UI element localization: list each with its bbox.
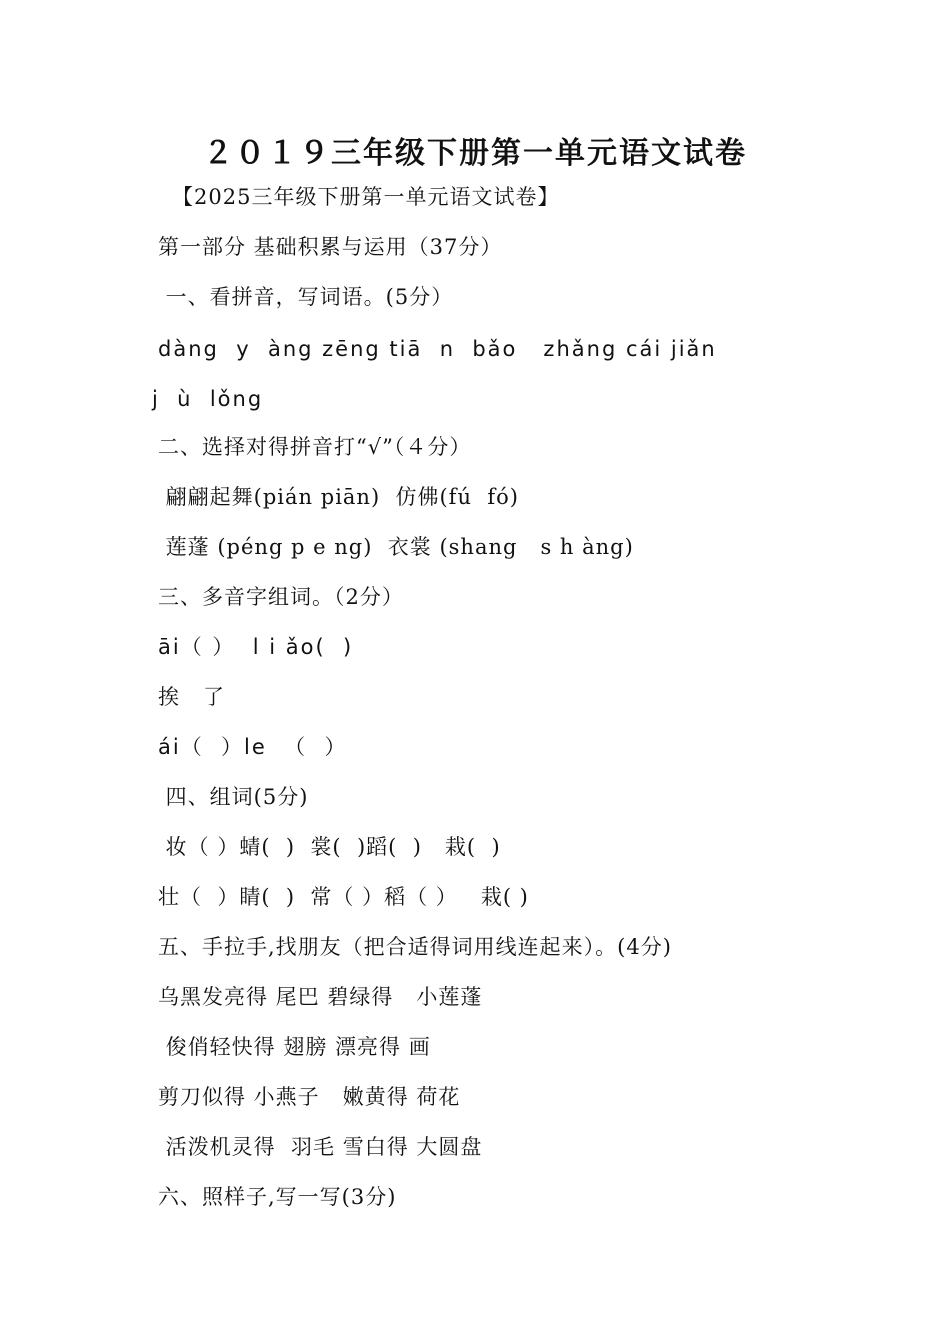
question-five-line-4: 活泼机灵得 羽毛 雪白得 大圆盘 xyxy=(158,1135,483,1159)
pinyin-line-2: j ù lǒng xyxy=(152,387,264,411)
question-two-heading: 二、选择对得拼音打“√”（４分） xyxy=(158,435,472,459)
question-three-line-3: ái（ ）le （ ） xyxy=(158,735,348,759)
question-four-line-1: 妆（ ）蜻( ) 裳( )蹈( ) 栽( ) xyxy=(158,835,501,859)
question-five-line-2: 俊俏轻快得 翅膀 漂亮得 画 xyxy=(158,1035,431,1059)
question-four-line-2: 壮（ ）睛( ) 常（ ）稻（ ） 栽( ) xyxy=(158,885,529,909)
question-six-heading: 六、照样子,写一写(3分) xyxy=(158,1185,397,1209)
question-five-line-3: 剪刀似得 小燕子 嫩黄得 荷花 xyxy=(158,1085,461,1109)
question-two-line-2: 莲蓬 (péng p e ng) 衣裳 (shang s h àng) xyxy=(158,535,634,559)
question-five-heading: 五、手拉手,找朋友（把合适得词用线连起来）。(4分) xyxy=(158,935,672,959)
pinyin-line-1: dàng y àng zēng tiā n bǎo zhǎng cái jiǎn xyxy=(158,337,717,361)
question-one-heading: 一、看拼音，写词语。(5分） xyxy=(158,285,454,309)
section-part-one-heading: 第一部分 基础积累与运用（37分） xyxy=(158,235,503,259)
question-two-line-1: 翩翩起舞(pián piān) 仿佛(fú fó) xyxy=(158,485,519,509)
document-subtitle: 【2025三年级下册第一单元语文试卷】 xyxy=(172,185,560,209)
question-three-heading: 三、多音字组词。（2分） xyxy=(158,585,404,609)
question-three-line-2: 挨 了 xyxy=(158,685,226,709)
question-three-line-1: āi（ ） l i ǎo( ) xyxy=(158,635,354,659)
question-four-heading: 四、组词(5分) xyxy=(158,785,309,809)
question-five-line-1: 乌黑发亮得 尾巴 碧绿得 小莲蓬 xyxy=(158,985,483,1009)
document-title: ２０１９三年级下册第一单元语文试卷 xyxy=(203,136,747,171)
